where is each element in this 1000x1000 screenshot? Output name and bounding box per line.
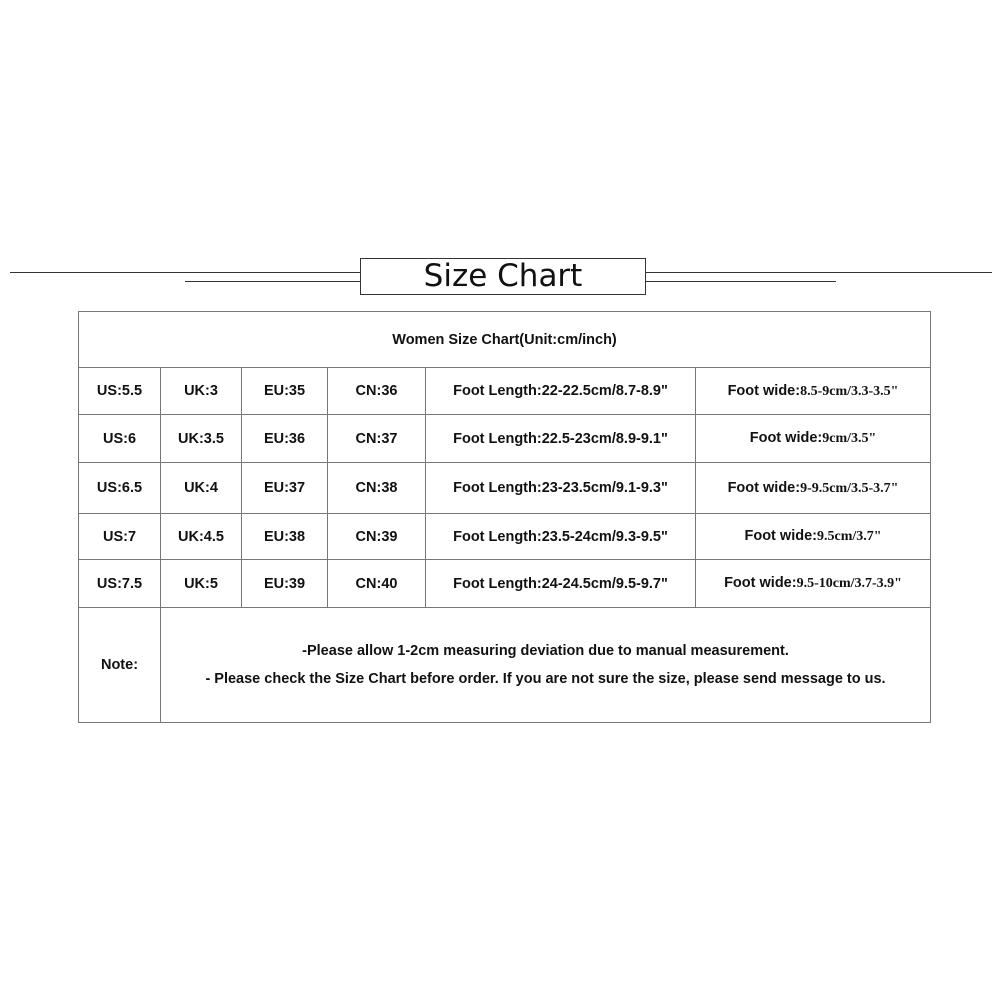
foot-wide-label: Foot wide: (744, 528, 817, 544)
right-outer-rule (646, 272, 992, 273)
note-row (79, 608, 931, 723)
caption-row (79, 312, 931, 368)
foot-wide-cell (696, 463, 931, 514)
us-size-cell: US:7 (79, 514, 161, 560)
foot-wide-cell (696, 368, 931, 415)
note-line: - Please check the Size Chart before order. If you are not sure the size, please send message to us. (205, 671, 886, 687)
eu-size-cell: EU:35 (242, 368, 328, 415)
uk-size-cell: UK:3 (161, 368, 242, 415)
foot-wide-cell (696, 514, 931, 560)
left-inner-rule (185, 281, 360, 282)
table-row (79, 415, 931, 463)
foot-wide-value: 9.5-10cm/3.7-3.9" (796, 576, 902, 591)
eu-size-cell: EU:37 (242, 463, 328, 514)
us-size-cell: US:7.5 (79, 560, 161, 608)
note-label: Note: (79, 608, 161, 723)
foot-wide-label: Foot wide: (724, 575, 797, 591)
cn-size-cell: CN:40 (328, 560, 426, 608)
size-chart-table (78, 311, 931, 723)
uk-size-cell: UK:4.5 (161, 514, 242, 560)
eu-size-cell: EU:38 (242, 514, 328, 560)
cn-size-cell: CN:38 (328, 463, 426, 514)
foot-wide-cell (696, 560, 931, 608)
table-row (79, 560, 931, 608)
us-size-cell: US:5.5 (79, 368, 161, 415)
title-frame (360, 258, 646, 295)
foot-wide-label: Foot wide: (727, 479, 801, 496)
foot-length-cell: Foot Length:23.5-24cm/9.3-9.5" (426, 514, 696, 560)
foot-wide-value: 9-9.5cm/3.5-3.7" (800, 480, 899, 496)
cn-size-cell: CN:37 (328, 415, 426, 463)
page-title: Size Chart (423, 258, 583, 294)
foot-length-cell: Foot Length:23-23.5cm/9.1-9.3" (426, 463, 696, 514)
note-content (161, 608, 931, 723)
foot-wide-label: Foot wide: (749, 430, 823, 446)
table-row (79, 463, 931, 514)
foot-wide-value: 8.5-9cm/3.3-3.5" (800, 383, 899, 399)
foot-length-cell: Foot Length:22-22.5cm/8.7-8.9" (426, 368, 696, 415)
right-inner-rule (646, 281, 836, 282)
foot-wide-label: Foot wide: (727, 382, 801, 399)
eu-size-cell: EU:36 (242, 415, 328, 463)
uk-size-cell: UK:4 (161, 463, 242, 514)
note-line: -Please allow 1-2cm measuring deviation due to manual measurement. (302, 643, 789, 659)
table-row (79, 514, 931, 560)
table-row (79, 368, 931, 415)
foot-length-cell: Foot Length:24-24.5cm/9.5-9.7" (426, 560, 696, 608)
table-caption: Women Size Chart(Unit:cm/inch) (79, 312, 931, 368)
cn-size-cell: CN:39 (328, 514, 426, 560)
us-size-cell: US:6.5 (79, 463, 161, 514)
uk-size-cell: UK:3.5 (161, 415, 242, 463)
foot-wide-value: 9.5cm/3.7" (816, 529, 882, 544)
eu-size-cell: EU:39 (242, 560, 328, 608)
foot-wide-cell (696, 415, 931, 463)
foot-wide-value: 9cm/3.5" (822, 431, 877, 446)
left-outer-rule (10, 272, 360, 273)
cn-size-cell: CN:36 (328, 368, 426, 415)
uk-size-cell: UK:5 (161, 560, 242, 608)
us-size-cell: US:6 (79, 415, 161, 463)
foot-length-cell: Foot Length:22.5-23cm/8.9-9.1" (426, 415, 696, 463)
